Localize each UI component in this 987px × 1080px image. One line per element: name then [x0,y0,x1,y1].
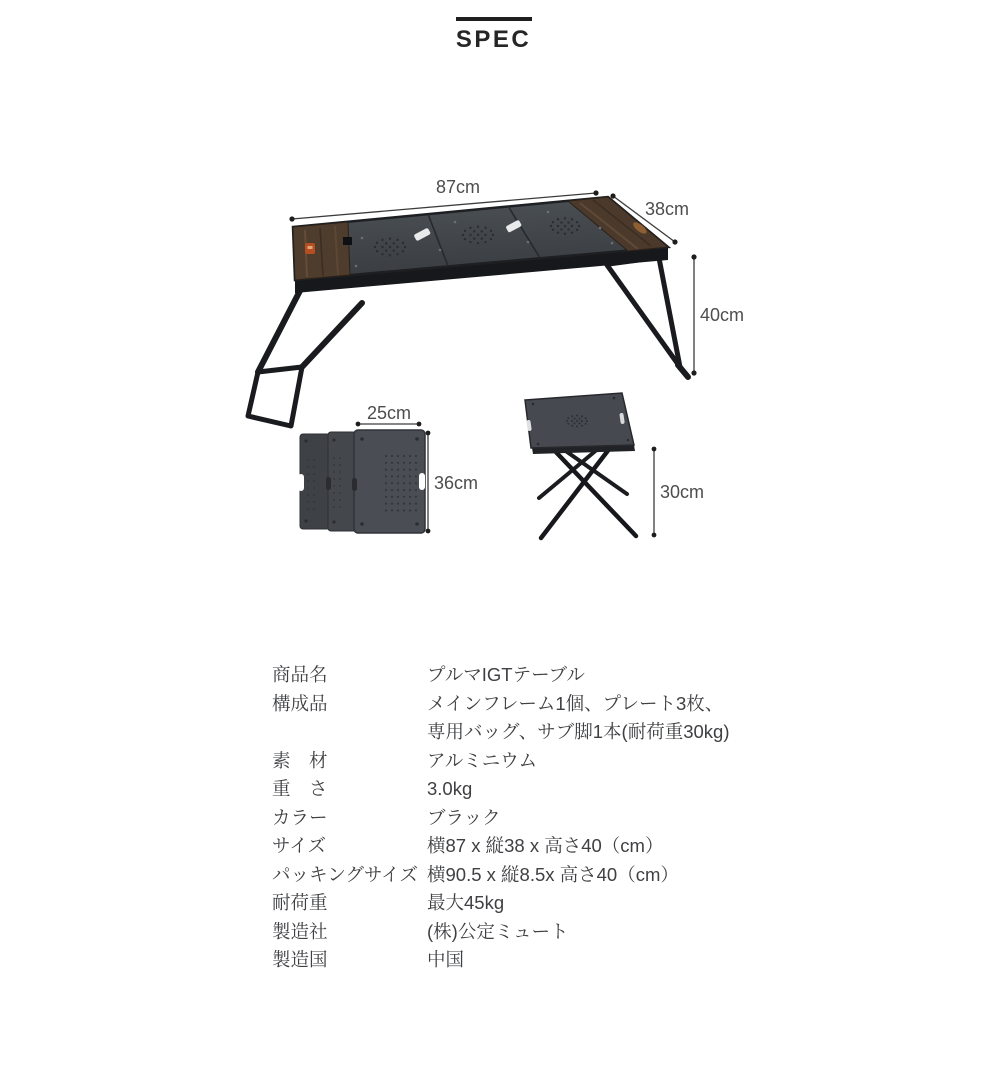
spec-value: 横90.5 x 縦8.5x 高さ40（cm） [427,863,679,885]
table-left-leg [248,281,362,426]
spec-label: カラー [272,806,328,828]
stand-height-label: 30cm [660,482,705,502]
spec-label: 重 さ [272,778,328,799]
table-width-label: 87cm [435,177,481,197]
spec-value: (株)公定ミュート [427,920,569,942]
spec-label: サイズ [272,835,327,856]
spec-label: 構成品 [272,692,328,714]
stand-height-dimension [652,447,704,538]
main-table-figure [248,177,744,426]
spec-value: プルマIGTテーブル [427,664,585,685]
front-plate [354,430,425,533]
spec-value: ブラック [427,806,501,828]
spec-label: 素 材 [272,749,328,771]
spec-label: 製造国 [272,949,328,970]
plate-width-dimension [356,403,422,426]
plate-height-dimension [426,431,478,534]
spec-value: 横87 x 縦38 x 高さ40（cm） [427,835,664,856]
page-title: SPEC [455,26,532,53]
table-right-leg [607,258,688,377]
plate-width-label: 25cm [366,403,412,423]
spec-label: パッキングサイズ [272,863,418,885]
spec-value: 最大45kg [427,892,505,913]
spec-value: 中国 [427,949,465,970]
table-height-dimension [691,254,744,375]
table-latch [343,237,352,245]
spec-label: 耐荷重 [272,892,328,913]
spec-label: 製造社 [272,920,328,942]
spec-value: アルミニウム [427,749,538,771]
table-depth-label: 38cm [645,199,690,219]
plate-height-label: 36cm [434,473,479,493]
spec-table [272,661,752,975]
spec-value: 3.0kg [427,778,473,799]
table-left-wood-cap [293,222,352,280]
spec-value: メインフレーム1個、プレート3枚、 専用バッグ、サブ脚1本(耐荷重30kg) [427,692,730,742]
stand-plate [525,393,634,448]
spec-label: 商品名 [272,664,328,685]
table-height-label: 40cm [700,305,745,325]
plates-figure [298,403,478,533]
stand-figure [525,393,704,538]
